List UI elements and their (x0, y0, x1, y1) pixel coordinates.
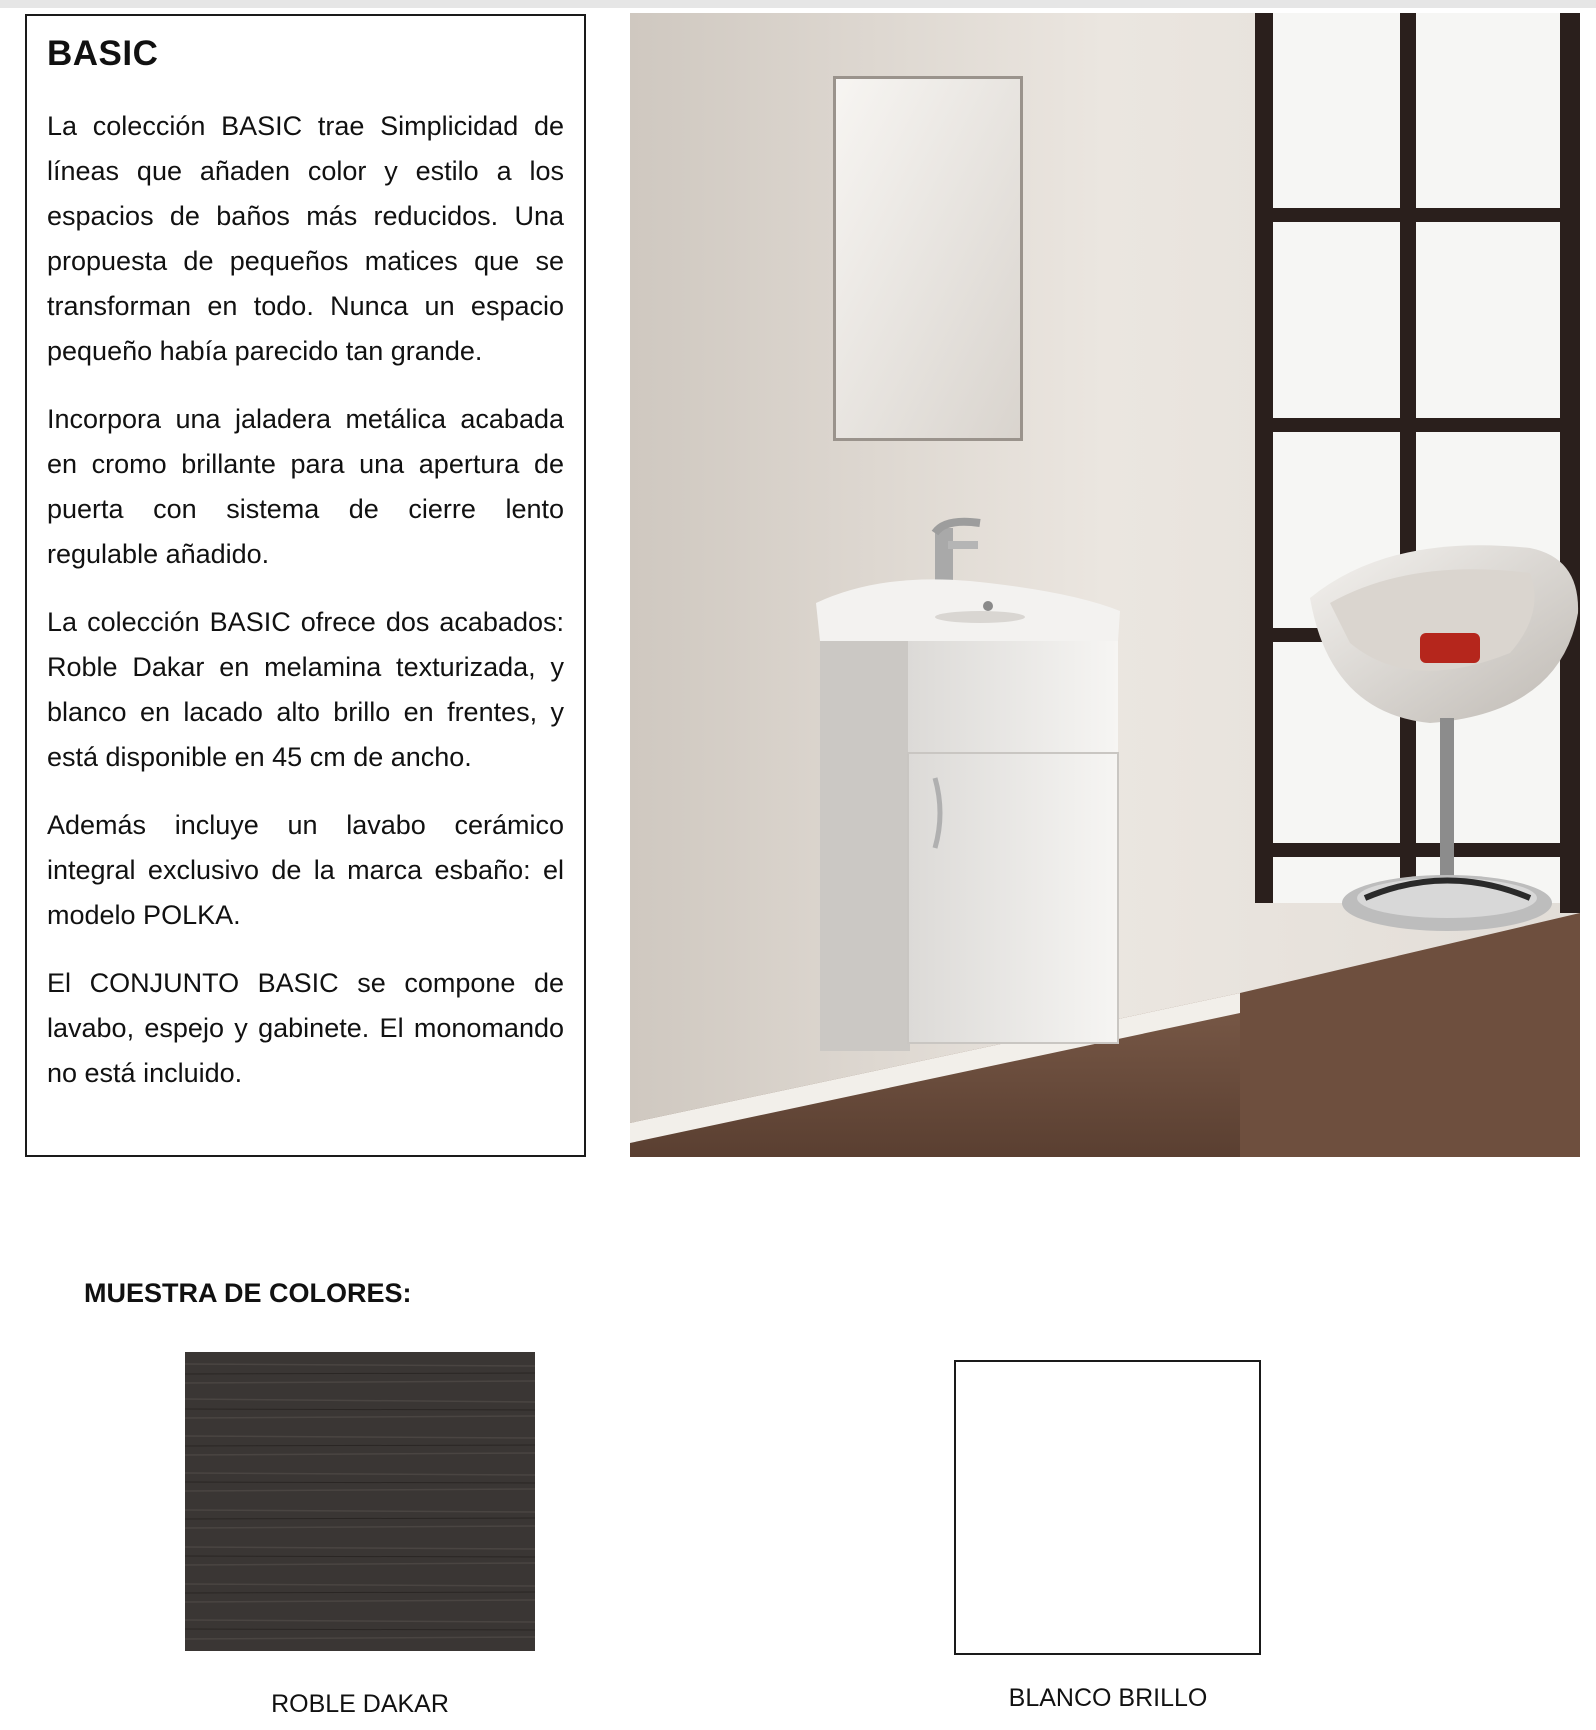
paragraph-set-contents: El CONJUNTO BASIC se compone de lavabo, espejo y gabinete. El monomando no está incluido. (47, 968, 564, 1088)
paragraph-washbasin: Además incluye un lavabo cerámico integral exclusivo de la marca esbaño: el modelo POLKA. (47, 810, 564, 930)
vanity-cabinet (820, 641, 1118, 1051)
paragraph-finishes: La colección BASIC ofrece dos acabados: Roble Dakar en melamina texturizada, y blanco en lacado alto brillo en frentes, y está disponible en 45 cm de ancho. (47, 607, 564, 772)
paragraph-intro: La colección BASIC trae Simplicidad de líneas que añaden color y estilo a los espacios de baños más reducidos. Una propuesta de pequeños matices que se transforman en todo. Nunca un espacio pequeño había parecido tan grande. (47, 111, 564, 366)
collection-title: BASIC (47, 34, 159, 73)
description-box (25, 14, 586, 1157)
swatches-heading: MUESTRA DE COLORES: (84, 1278, 412, 1308)
mirror (833, 76, 1023, 441)
swatch-roble-dakar (185, 1352, 535, 1651)
top-divider (0, 0, 1596, 8)
swatch-blanco-brillo (954, 1360, 1261, 1655)
window-frame (1255, 13, 1580, 913)
swatch-label-roble-dakar: ROBLE DAKAR (271, 1690, 449, 1718)
bathroom-product-photo (630, 13, 1580, 1157)
paragraph-handle: Incorpora una jaladera metálica acabada en cromo brillante para una apertura de puerta con sistema de cierre lento regulable añadido. (47, 404, 564, 569)
swatch-label-blanco-brillo: BLANCO BRILLO (1008, 1684, 1208, 1712)
